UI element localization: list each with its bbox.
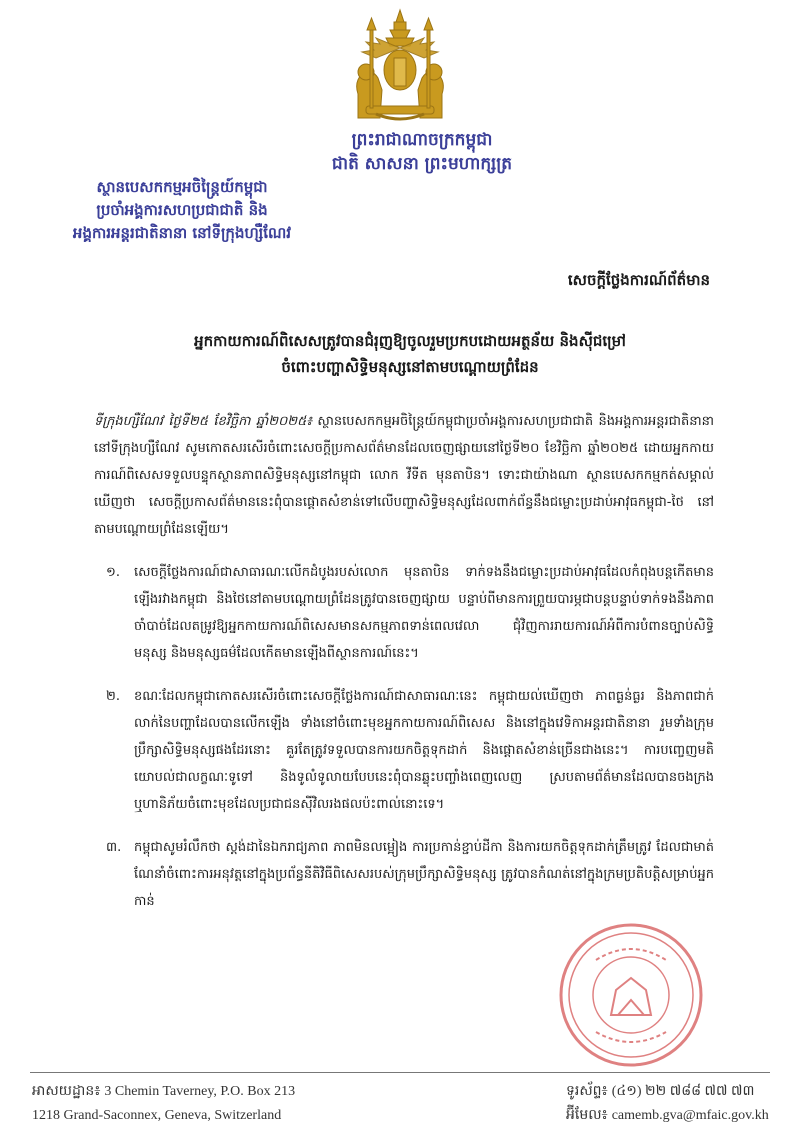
kingdom-header: [292, 128, 552, 176]
lead-text: ស្ថានបេសកកម្មអចិន្ត្រៃយ៍កម្ពុជាប្រចាំអង្គការសហប្រជាជាតិ និងអង្គការអន្តរជាតិនានានៅទីក្រុងហ្សឺណែវ សូមកោតសរសើរចំពោះសេចក្តីប្រកាសព័ត៌មានដែលចេញផ្សាយនៅថ្ងៃទី២០ ខែវិច្ឆិកា ឆ្នាំ២០២៥ ដោយអ្នកកាយការណ៍ពិសេសទទួលបន្ទុកស្ថានភាពសិទ្ធិមនុស្សនៅកម្ពុជា លោក វីទីត មុនតាបិន។ ទោះជាយ៉ាងណា ស្ថានបេសកកម្មកត់សម្គាល់ឃើញថា សេចក្តីប្រកាសព័ត៌មាននេះពុំបានផ្តោតសំខាន់ទៅលើបញ្ហាសិទ្ធិមនុស្សដែលពាក់ព័ន្ធនឹងជម្លោះប្រដាប់អាវុធកម្ពុជា-ថៃ នៅតាមបណ្តោយព្រំដែនឡើយ។: [94, 414, 714, 537]
numbered-paragraph: [94, 559, 714, 667]
place-date-line: ទីក្រុងហ្សឺណែវ ថ្ងៃទី២៥ ខែវិច្ឆិកា ឆ្នាំ២០២៥៖: [94, 414, 313, 429]
footer-address: [32, 1080, 295, 1128]
headline-line-1: អ្នកកាយការណ៍ពិសេសត្រូវបានជំរុញឱ្យចូលរួមប្រកបដោយអត្ថន័យ និងស៊ីជម្រៅ: [194, 332, 626, 350]
footer-contact: [566, 1080, 769, 1128]
official-seal-stamp: [556, 920, 706, 1070]
mission-line-2: ប្រចាំអង្គការសហប្រជាជាតិ និង: [96, 201, 268, 219]
mission-line-3: អង្គការអន្តរជាតិនានា នៅទីក្រុងហ្សឺណែវ: [72, 224, 292, 242]
footer-divider: [30, 1072, 770, 1073]
address-label: អាសយដ្ឋាន៖: [32, 1084, 101, 1099]
document-type-label: សេចក្តីថ្លែងការណ៍ព័ត៌មាន: [567, 271, 710, 289]
paragraph-number: ២.: [106, 689, 120, 704]
paragraph-text: កម្ពុជាសូមរំលឹកថា ស្តង់ដានៃឯករាជ្យភាព ភាពមិនលម្អៀង ការប្រកាន់ខ្ជាប់ដីកា និងការយកចិត្តទុកដាក់ត្រឹមត្រូវ ដែលជាមាត់ណែនាំចំពោះការអនុវត្តនៅក្នុងប្រព័ន្ធនីតិវិធីពិសេសរបស់ក្រុមប្រឹក្សាសិទ្ធិមនុស្ស ត្រូវបានកំណត់នៅក្នុងក្រមប្រតិបត្តិសម្រាប់អ្នកកាន់: [134, 840, 714, 909]
paragraph-number: ៣.: [106, 840, 122, 855]
lead-paragraph: [94, 408, 714, 543]
address-line-1: 3 Chemin Taverney, P.O. Box 213: [104, 1084, 296, 1099]
headline-line-2: ចំពោះបញ្ហាសិទ្ធិមនុស្សនៅតាមបណ្តោយព្រំដែន: [281, 358, 539, 376]
email-address: camemb.gva@mfaic.gov.kh: [611, 1108, 769, 1123]
kingdom-name: ព្រះរាជាណាចក្រកម្ពុជា: [351, 130, 493, 150]
address-line-2: 1218 Grand-Saconnex, Geneva, Switzerland: [32, 1108, 282, 1123]
national-motto: ជាតិ សាសនា ព្រះមហាក្សត្រ: [331, 154, 513, 174]
paragraph-number: ១.: [106, 565, 120, 580]
paragraph-text: ខណៈដែលកម្ពុជាកោតសរសើរចំពោះសេចក្តីថ្លែងការណ៍ជាសាធារណៈនេះ កម្ពុជាយល់ឃើញថា ភាពធ្ងន់ធ្ងរ និងភាពជាក់លាក់នៃបញ្ហាដែលបានលើកឡើង ទាំងនៅចំពោះមុខអ្នកកាយការណ៍ពិសេស និងនៅក្នុងវេទិកាអន្តរជាតិនានា រួមទាំងក្រុមប្រឹក្សាសិទ្ធិមនុស្សផងដែរនោះ គួរតែត្រូវទទួលបានការយកចិត្តទុកដាក់ និងផ្តោតសំខាន់ច្រើនជាងនេះ។ ការបញ្ចេញមតិយោបល់ជាលក្ខណៈទូទៅ និងទូលំទូលាយបែបនេះពុំបានឆ្លុះបញ្ចាំងពេញលេញ ស្របតាមព័ត៌មានដែលបានចងក្រង ឬហានិភ័យចំពោះមុខដែលប្រជាជនស៊ីវិលរងផលប៉ះពាល់នោះទេ។: [134, 689, 714, 812]
mission-line-1: ស្ថានបេសកកម្មអចិន្ត្រៃយ៍កម្ពុជា: [96, 178, 268, 196]
press-release-headline: [120, 328, 700, 380]
phone-label: ទូរស័ព្ទ៖: [566, 1084, 608, 1099]
phone-number: (៤១) ២២ ៧៨៨ ៧៧ ៧៣: [611, 1084, 755, 1099]
numbered-paragraph: [94, 683, 714, 818]
email-label: អ៊ីមែល៖: [566, 1108, 608, 1123]
mission-header: [32, 176, 332, 245]
paragraph-text: សេចក្តីថ្លែងការណ៍ជាសាធារណៈលើកដំបូងរបស់លោក មុនតាបិន ទាក់ទងនឹងជម្លោះប្រដាប់អាវុធដែលកំពុងបន្តកើតមានឡើងរវាងកម្ពុជា និងថៃនៅតាមបណ្តោយព្រំដែនត្រូវបានចេញផ្សាយ បន្ទាប់ពីមានការព្រួយបារម្ភជាបន្តបន្ទាប់ទាក់ទងនឹងភាពចាំបាច់ដែលតម្រូវឱ្យអ្នកកាយការណ៍ពិសេសមានសកម្មភាពទាន់ពេលវេលា ជុំវិញការរាយការណ៍អំពីការបំពានច្បាប់សិទ្ធិមនុស្ស និងមនុស្សធម៌ដែលកើតមានឡើងពីស្ថានការណ៍នេះ។: [134, 565, 714, 661]
royal-coat-of-arms-logo: [336, 8, 464, 124]
numbered-paragraph: [94, 834, 714, 915]
